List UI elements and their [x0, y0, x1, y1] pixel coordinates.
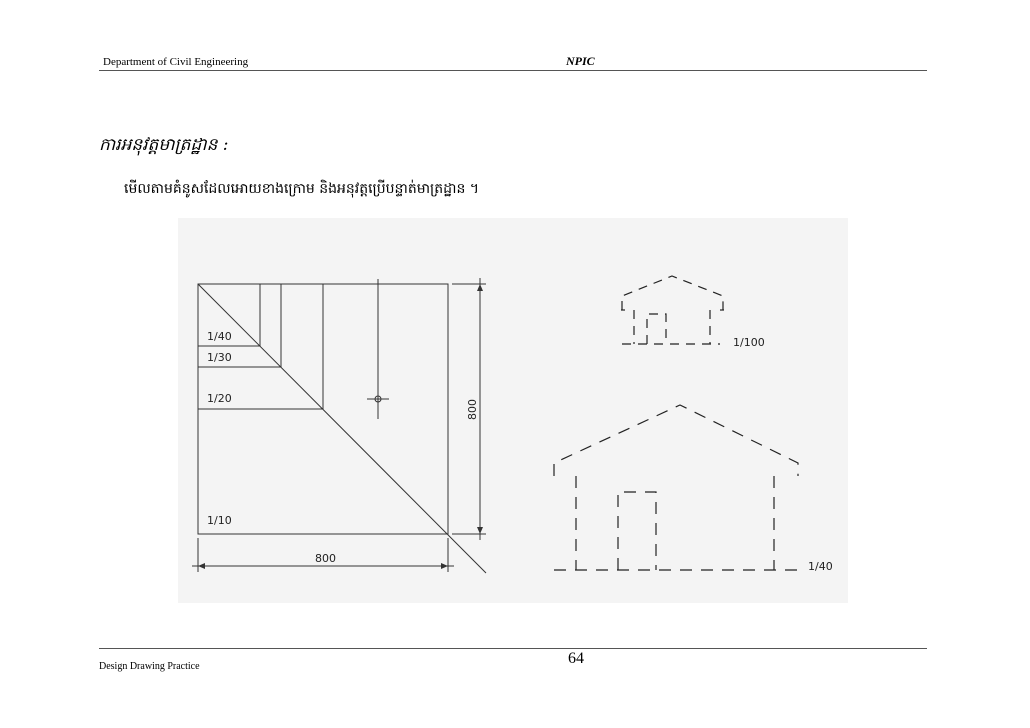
footer-course: Design Drawing Practice [99, 661, 200, 672]
label-1-40: 1/40 [207, 330, 232, 343]
scale-drawing-figure [178, 218, 848, 603]
width-dimension-label: 800 [315, 552, 336, 565]
header-department: Department of Civil Engineering [103, 56, 249, 68]
section-title: ការអនុវត្តមាត្រដ្ឋាន : [99, 135, 229, 155]
header-rule [99, 70, 927, 71]
height-dimension-label: 800 [466, 399, 479, 420]
figure-background [178, 218, 848, 603]
label-1-30: 1/30 [207, 351, 232, 364]
label-1-20: 1/20 [207, 392, 232, 405]
page-number: 64 [568, 650, 584, 667]
small-house-scale-label: 1/100 [733, 336, 765, 349]
scale-drawing-svg [178, 218, 848, 603]
header-institution: NPIC [566, 54, 595, 68]
footer-rule [99, 648, 927, 649]
large-house-scale-label: 1/40 [808, 560, 833, 573]
instruction-text: មើលតាមគំនូសដែលអោយខាងក្រោម និងអនុវត្តប្រើបន្ទាត់មាត្រដ្ឋាន ។ [124, 181, 480, 197]
label-1-10: 1/10 [207, 514, 232, 527]
